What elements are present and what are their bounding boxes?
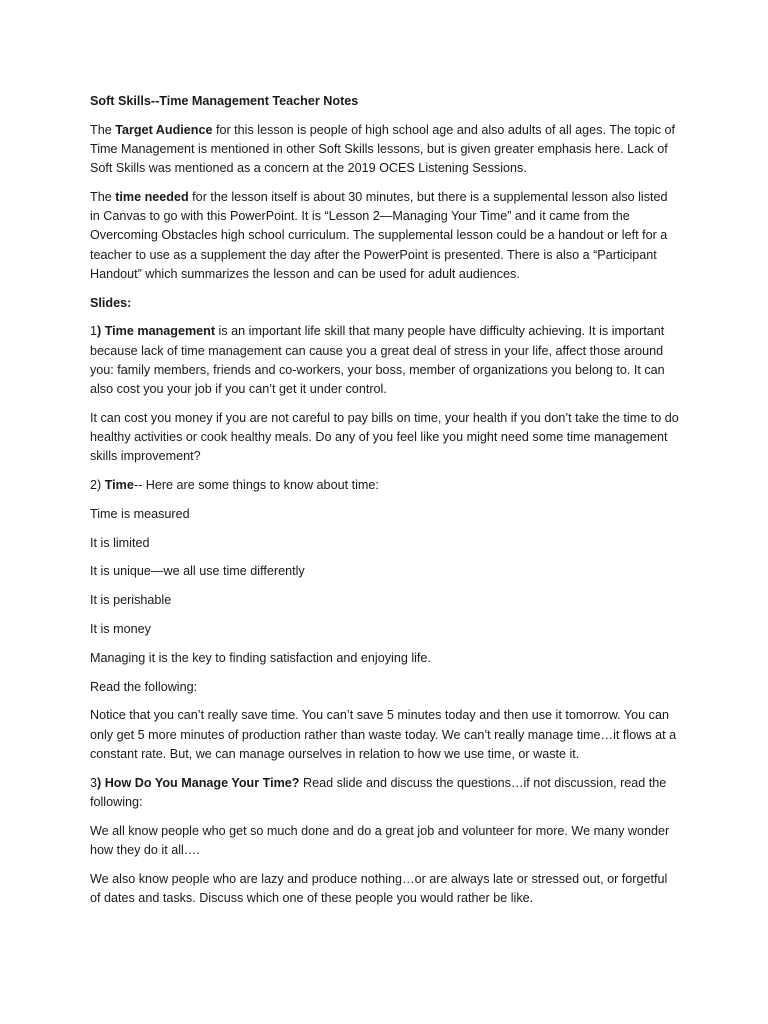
text-run: -- Here are some things to know about time: [133, 478, 379, 493]
time-item: It is limited [90, 535, 150, 550]
managing-paragraph: Managing it is the key to finding satisfaction and enjoying life. [90, 650, 431, 665]
productive-people-paragraph: We all know people who get so much done and do a great job and volunteer for more. We many wonder how they do it all…. [90, 823, 670, 857]
text-run: for the lesson itself is about 30 minutes, but there is a supplemental lesson also listed in Canvas to go with this PowerPoint. It is “Lesson 2—Managing Your Time” and it came from the Overcoming Obstacles high school curriculum. The supplemental lesson could be a handout or left for a teacher to use as a supplement the day after the PowerPoint is presented. There is also a “Participant Handout” which summarizes the lesson and can be used for adult audiences. [90, 190, 668, 281]
time-item: It is money [90, 622, 151, 636]
time-item: It is perishable [90, 593, 172, 608]
document-page [90, 92, 680, 918]
text-run: for this lesson is people of high school age and also adults of all ages. The topic of Time Management is mentioned in other Soft Skills lessons, but is given greater emphasis here. Lack of Soft Skills was mentioned as a concern at the 2019 OCES Listening Sessions. [90, 122, 676, 176]
bold-term: ) Time management [97, 324, 216, 339]
bold-term: Target Audience [115, 122, 213, 137]
slide-2-paragraph [90, 476, 680, 495]
bold-term: time needed [115, 190, 189, 204]
time-item: It is unique—we all use time differently [90, 564, 305, 579]
read-following-paragraph: Read the following: [90, 679, 198, 694]
lazy-people-paragraph: We also know people who are lazy and produce nothing…or are always late or stressed out, or forgetful of dates and tasks. Discuss which one of these people you would rather be like. [90, 871, 668, 905]
bold-term: ) How Do You Manage Your Time? [97, 775, 300, 790]
slide-3-paragraph [90, 774, 680, 812]
time-item: Time is measured [90, 506, 190, 521]
text-run: The [90, 190, 116, 204]
slides-heading: Slides: [90, 295, 132, 310]
save-time-paragraph: Notice that you can’t really save time. You can’t save 5 minutes today and then use it tomorrow. You can only get 5 more minutes of production rather than waste today. We can’t really manage time…it flows at a constant rate. But, we can manage ourselves in relation to how we use time, or waste it. [90, 708, 677, 761]
slide-number: 2) [90, 478, 105, 493]
slide-number: 1 [90, 324, 98, 339]
cost-paragraph: It can cost you money if you are not careful to pay bills on time, your health if you don’t take the time to do healthy activities or cook healthy meals. Do any of you feel like you might need some time management skills improvement? [90, 410, 679, 464]
text-run: Read slide and discuss the questions…if not discussion, read the following: [90, 775, 667, 809]
time-needed-paragraph [90, 188, 680, 284]
target-audience-paragraph [90, 121, 680, 179]
document-title: Soft Skills--Time Management Teacher Notes [90, 94, 359, 108]
slide-number: 3 [90, 775, 98, 790]
slide-1-paragraph [90, 322, 680, 399]
text-run: The [90, 122, 116, 137]
text-run: is an important life skill that many people have difficulty achieving. It is important because lack of time management can cause you a great deal of stress in your life, affect those around you: family members, friends and co-workers, your boss, member of organizations you belong to. It can also cost you your job if you can’t get it under control. [90, 324, 665, 397]
bold-term: Time [104, 478, 134, 493]
